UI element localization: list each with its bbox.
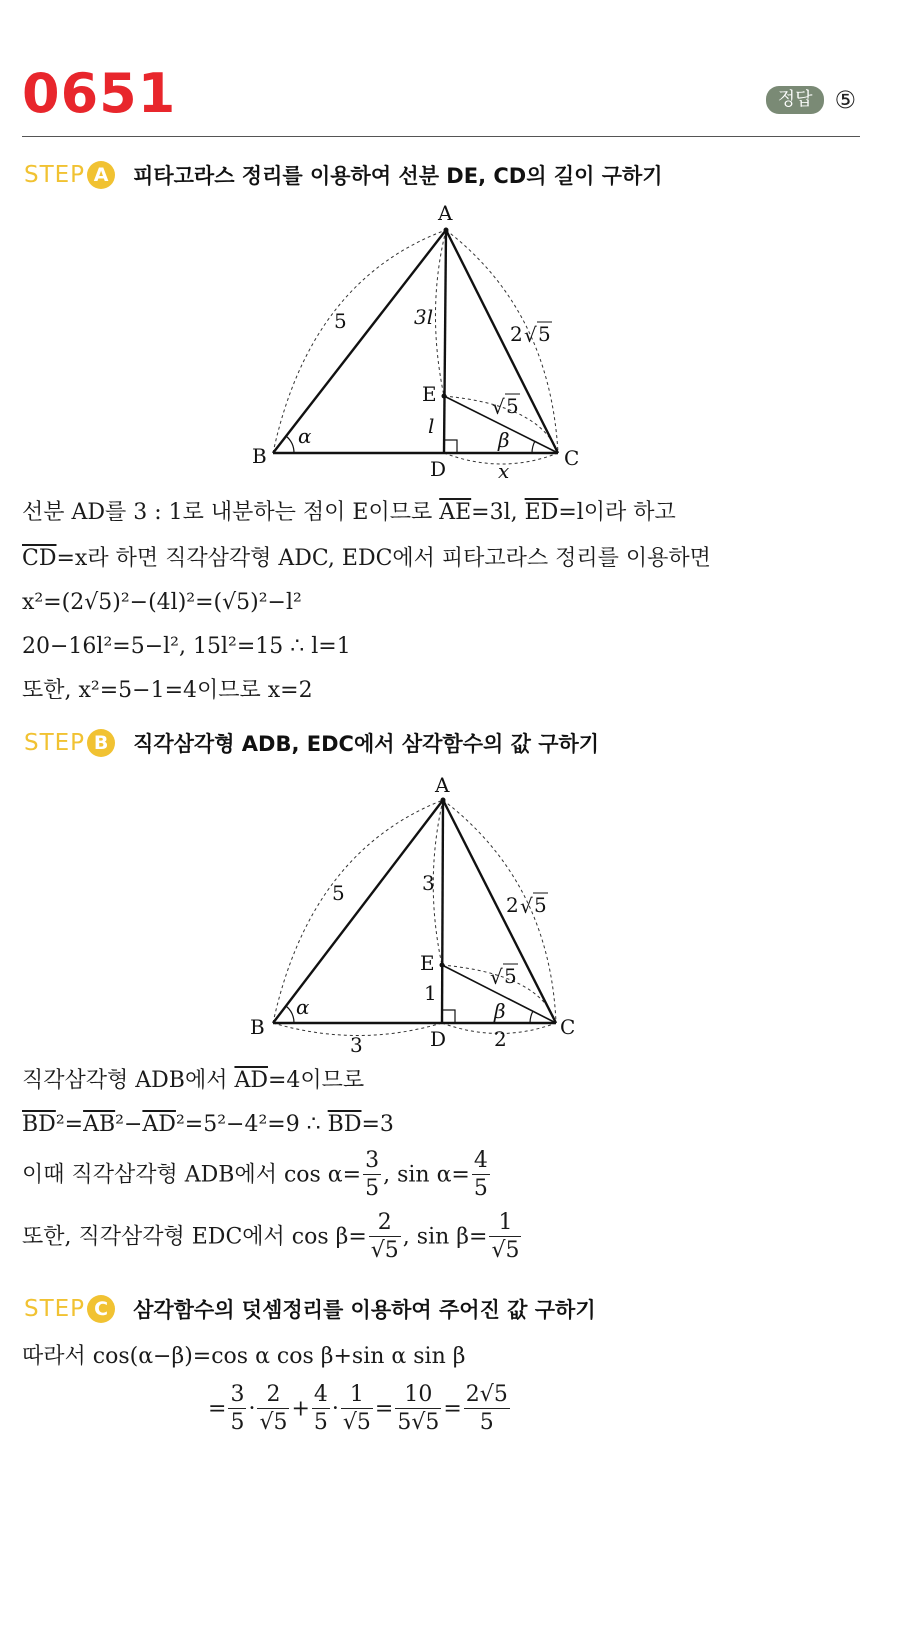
answer-value: ⑤ (834, 86, 856, 114)
step-c-heading (24, 1292, 596, 1326)
label-d: D (430, 457, 447, 481)
point-a (444, 228, 449, 233)
step-a-heading (24, 158, 663, 192)
text-line: 직각삼각형 ADB에서 $\overline{AD}=4$이므로 (22, 1068, 365, 1093)
step-title: 삼각함수의 덧셈정리를 이용하여 주어진 값 구하기 (133, 1298, 596, 1322)
equation-line: = $\frac{3}{5}$ · $\frac{2}{√5}$ + $\frac{4}{5}$ · $\frac{1}{√5}$ = $\frac{10}{5√5}$ = $\frac{2√5}{5}$ (208, 1382, 508, 1435)
label-ae: 3 (422, 871, 435, 895)
text-line: $\overline{CD}=x$라 하면 직각삼각형 ADC, EDC에서 피타고라스 정리를 이용하면 (22, 546, 711, 571)
step-title: 피타고라스 정리를 이용하여 선분 DE, CD의 길이 구하기 (133, 164, 663, 188)
radical-ac: √ (520, 894, 533, 918)
label-dc: 2 (494, 1027, 507, 1051)
label-a: A (438, 201, 453, 225)
label-dc: x (498, 459, 510, 483)
label-alpha: α (296, 995, 310, 1019)
equation-line: 이때 직각삼각형 ADB에서 cos α= $\frac{3}{5}$ , sin α= $\frac{4}{5}$ (22, 1148, 488, 1201)
step-tag: STEP (24, 730, 86, 756)
step-letter-badge: B (87, 729, 115, 757)
label-ec-radicand: 5 (506, 394, 519, 418)
equation-line: x²=(2√5)²−(4l)²=(√5)²−l² (22, 590, 302, 615)
angle-alpha-arc (286, 436, 294, 453)
label-e: E (422, 382, 437, 406)
header-divider (22, 136, 860, 137)
label-ed: 1 (424, 981, 437, 1005)
label-ab: 5 (332, 881, 345, 905)
answer-box (766, 86, 856, 114)
label-alpha: α (298, 424, 312, 448)
side-ab (273, 800, 443, 1023)
label-b: B (250, 1015, 265, 1039)
label-b: B (252, 444, 267, 468)
step-tag: STEP (24, 1296, 86, 1322)
equation-line: 따라서 cos(α−β)=cos α cos β+sin α sin β (22, 1344, 466, 1369)
label-ac-radicand: 5 (534, 893, 547, 917)
point-e (440, 963, 445, 968)
triangle-figure-2 (240, 772, 600, 1062)
radical-ec: √ (490, 965, 503, 989)
label-beta: β (498, 428, 510, 452)
label-d: D (430, 1027, 447, 1051)
label-ec-radicand: 5 (504, 964, 517, 988)
equation-line: 20−16l²=5−l², 15l²=15 ∴ l=1 (22, 634, 351, 659)
label-ae: 3l (414, 305, 434, 329)
header (22, 58, 862, 138)
text-line: 선분 AD를 3 : 1로 내분하는 점이 E이므로 $\overline{AE}=3l$, $\overline{ED}=l$이라 하고 (22, 500, 676, 525)
label-a: A (435, 773, 450, 797)
triangle-figure-1 (240, 200, 600, 490)
step-b-heading (24, 726, 599, 760)
step-tag: STEP (24, 162, 86, 188)
label-ac: 2 (506, 893, 519, 917)
label-beta: β (494, 999, 506, 1023)
answer-badge: 정답 (766, 86, 825, 114)
label-c: C (564, 446, 580, 470)
segment-ad (442, 800, 443, 1023)
point-e (442, 394, 447, 399)
label-ed: l (428, 414, 435, 438)
equation-line: $\overline{BD}^2=\overline{AB}^2-\overline{AD}^2=5^2-4^2=9$ ∴ $\overline{BD}=3$ (22, 1112, 394, 1137)
label-e: E (420, 951, 435, 975)
label-bd: 3 (350, 1033, 363, 1057)
angle-beta-arc (532, 441, 535, 453)
radical-ac: √ (524, 323, 537, 347)
equation-line: 또한, x²=5−1=4이므로 x=2 (22, 678, 313, 703)
label-ab: 5 (334, 309, 347, 333)
problem-number: 0651 (22, 62, 177, 125)
angle-beta-arc (530, 1011, 533, 1023)
step-letter-badge: C (87, 1295, 115, 1323)
angle-alpha-arc (286, 1006, 294, 1023)
radical-ec: √ (492, 395, 505, 419)
point-a (441, 798, 446, 803)
side-ab (273, 230, 446, 453)
label-c: C (560, 1015, 576, 1039)
right-angle-mark (442, 1010, 455, 1023)
step-letter-badge: A (87, 161, 115, 189)
segment-ad (444, 230, 446, 453)
label-ac-radicand: 5 (538, 322, 551, 346)
right-angle-mark (444, 440, 457, 453)
equation-line: 또한, 직각삼각형 EDC에서 cos β= $\frac{2}{√5}$ , sin β= $\frac{1}{√5}$ (22, 1210, 520, 1263)
label-ac: 2 (510, 322, 523, 346)
step-title: 직각삼각형 ADB, EDC에서 삼각함수의 값 구하기 (133, 732, 600, 756)
